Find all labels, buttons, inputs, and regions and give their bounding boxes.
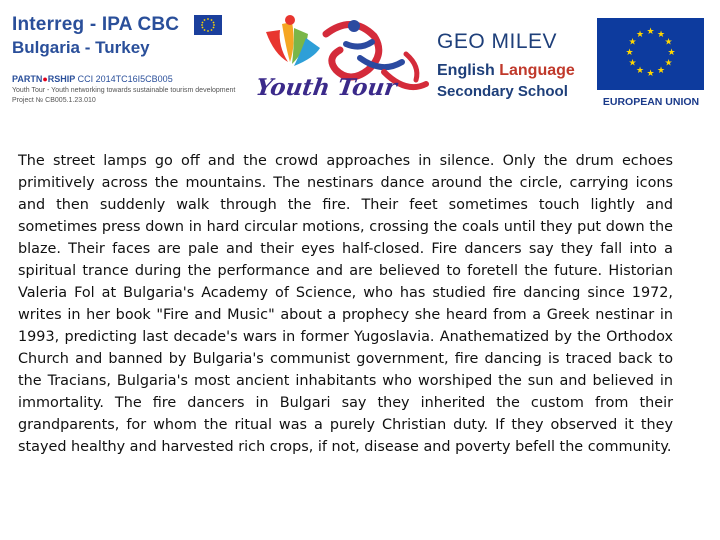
svg-text:★: ★ [664, 58, 673, 69]
svg-text:★: ★ [667, 48, 676, 58]
school-language-line [437, 62, 575, 80]
body-paragraph: The street lamps go off and the crowd approaches in silence. Only the drum echoes primitively across the mountains. The nestinars dance around the circle, carrying icons and then suddenly walk through the fire. Their feet sometimes touch lightly and sometimes press down in hard circular motions, crossing the coals until they put down the blaze. Their faces are pale and their eyes half-closed. Fire dancers say they fall into a spiritual trance during the performance and are believed to foretell the future. Historian Valeria Fol at Bulgaria's Academy of Science, who has studied fire dancing since 1972, writes in her book "Fire and Music" about a prophecy she heard from a Greek nestinar in 1993, predicting last decade's wars in former Yugoslavia. Anathematized by the Orthodox Church and banned by Bulgaria's communist government, fire dancing is traced back to the Tracians, Bulgaria's most ancient inhabitants who worshiped the sun and believed in immortality. The fire dancers in Bulgari say they inherited the custom from their grandparents, for whom the ritual was a purely Christian duty. If they observed it they stayed healthy and harvested rich crops, if not, disease and poverty befell the community. [18, 153, 673, 455]
svg-text:★: ★ [625, 48, 634, 58]
school-logo [437, 30, 587, 110]
logo-banner [0, 0, 720, 118]
partnership-word: PARTN [12, 74, 43, 84]
svg-text:★: ★ [635, 30, 645, 40]
eu-flag-small-icon [194, 15, 222, 35]
interreg-logo [10, 12, 250, 112]
project-number: Project № CB005.1.23.010 [12, 97, 96, 104]
school-name: GEO MILEV [437, 30, 558, 53]
school-type: Secondary School [437, 83, 568, 100]
svg-text:★: ★ [635, 66, 645, 76]
partnership-dot-icon: ● [42, 74, 48, 84]
interreg-subtitle: Bulgaria - Turkey [12, 38, 150, 57]
school-language-word: Language [499, 62, 575, 79]
eu-flag-icon [597, 18, 704, 90]
partnership-rest: RSHIP [47, 74, 76, 84]
eu-caption: EUROPEAN UNION [602, 96, 700, 108]
youth-tour-logo [256, 14, 434, 114]
school-english-word: English [437, 62, 495, 79]
svg-text:★: ★ [646, 27, 655, 37]
interreg-title: Interreg - IPA CBC [12, 14, 180, 35]
project-code: CCI 2014TC16I5CB005 [77, 74, 173, 84]
svg-text:★: ★ [656, 30, 666, 40]
svg-text:★: ★ [664, 37, 673, 48]
project-description: Youth Tour - Youth networking towards sustainable tourism development [12, 87, 236, 94]
svg-text:★: ★ [646, 69, 655, 79]
youth-tour-logo-text: Youth Tour [254, 74, 399, 101]
eu-logo [597, 18, 707, 114]
partnership-line [12, 74, 173, 84]
svg-text:★: ★ [628, 58, 637, 69]
svg-text:★: ★ [628, 37, 637, 48]
svg-text:★: ★ [656, 66, 666, 76]
